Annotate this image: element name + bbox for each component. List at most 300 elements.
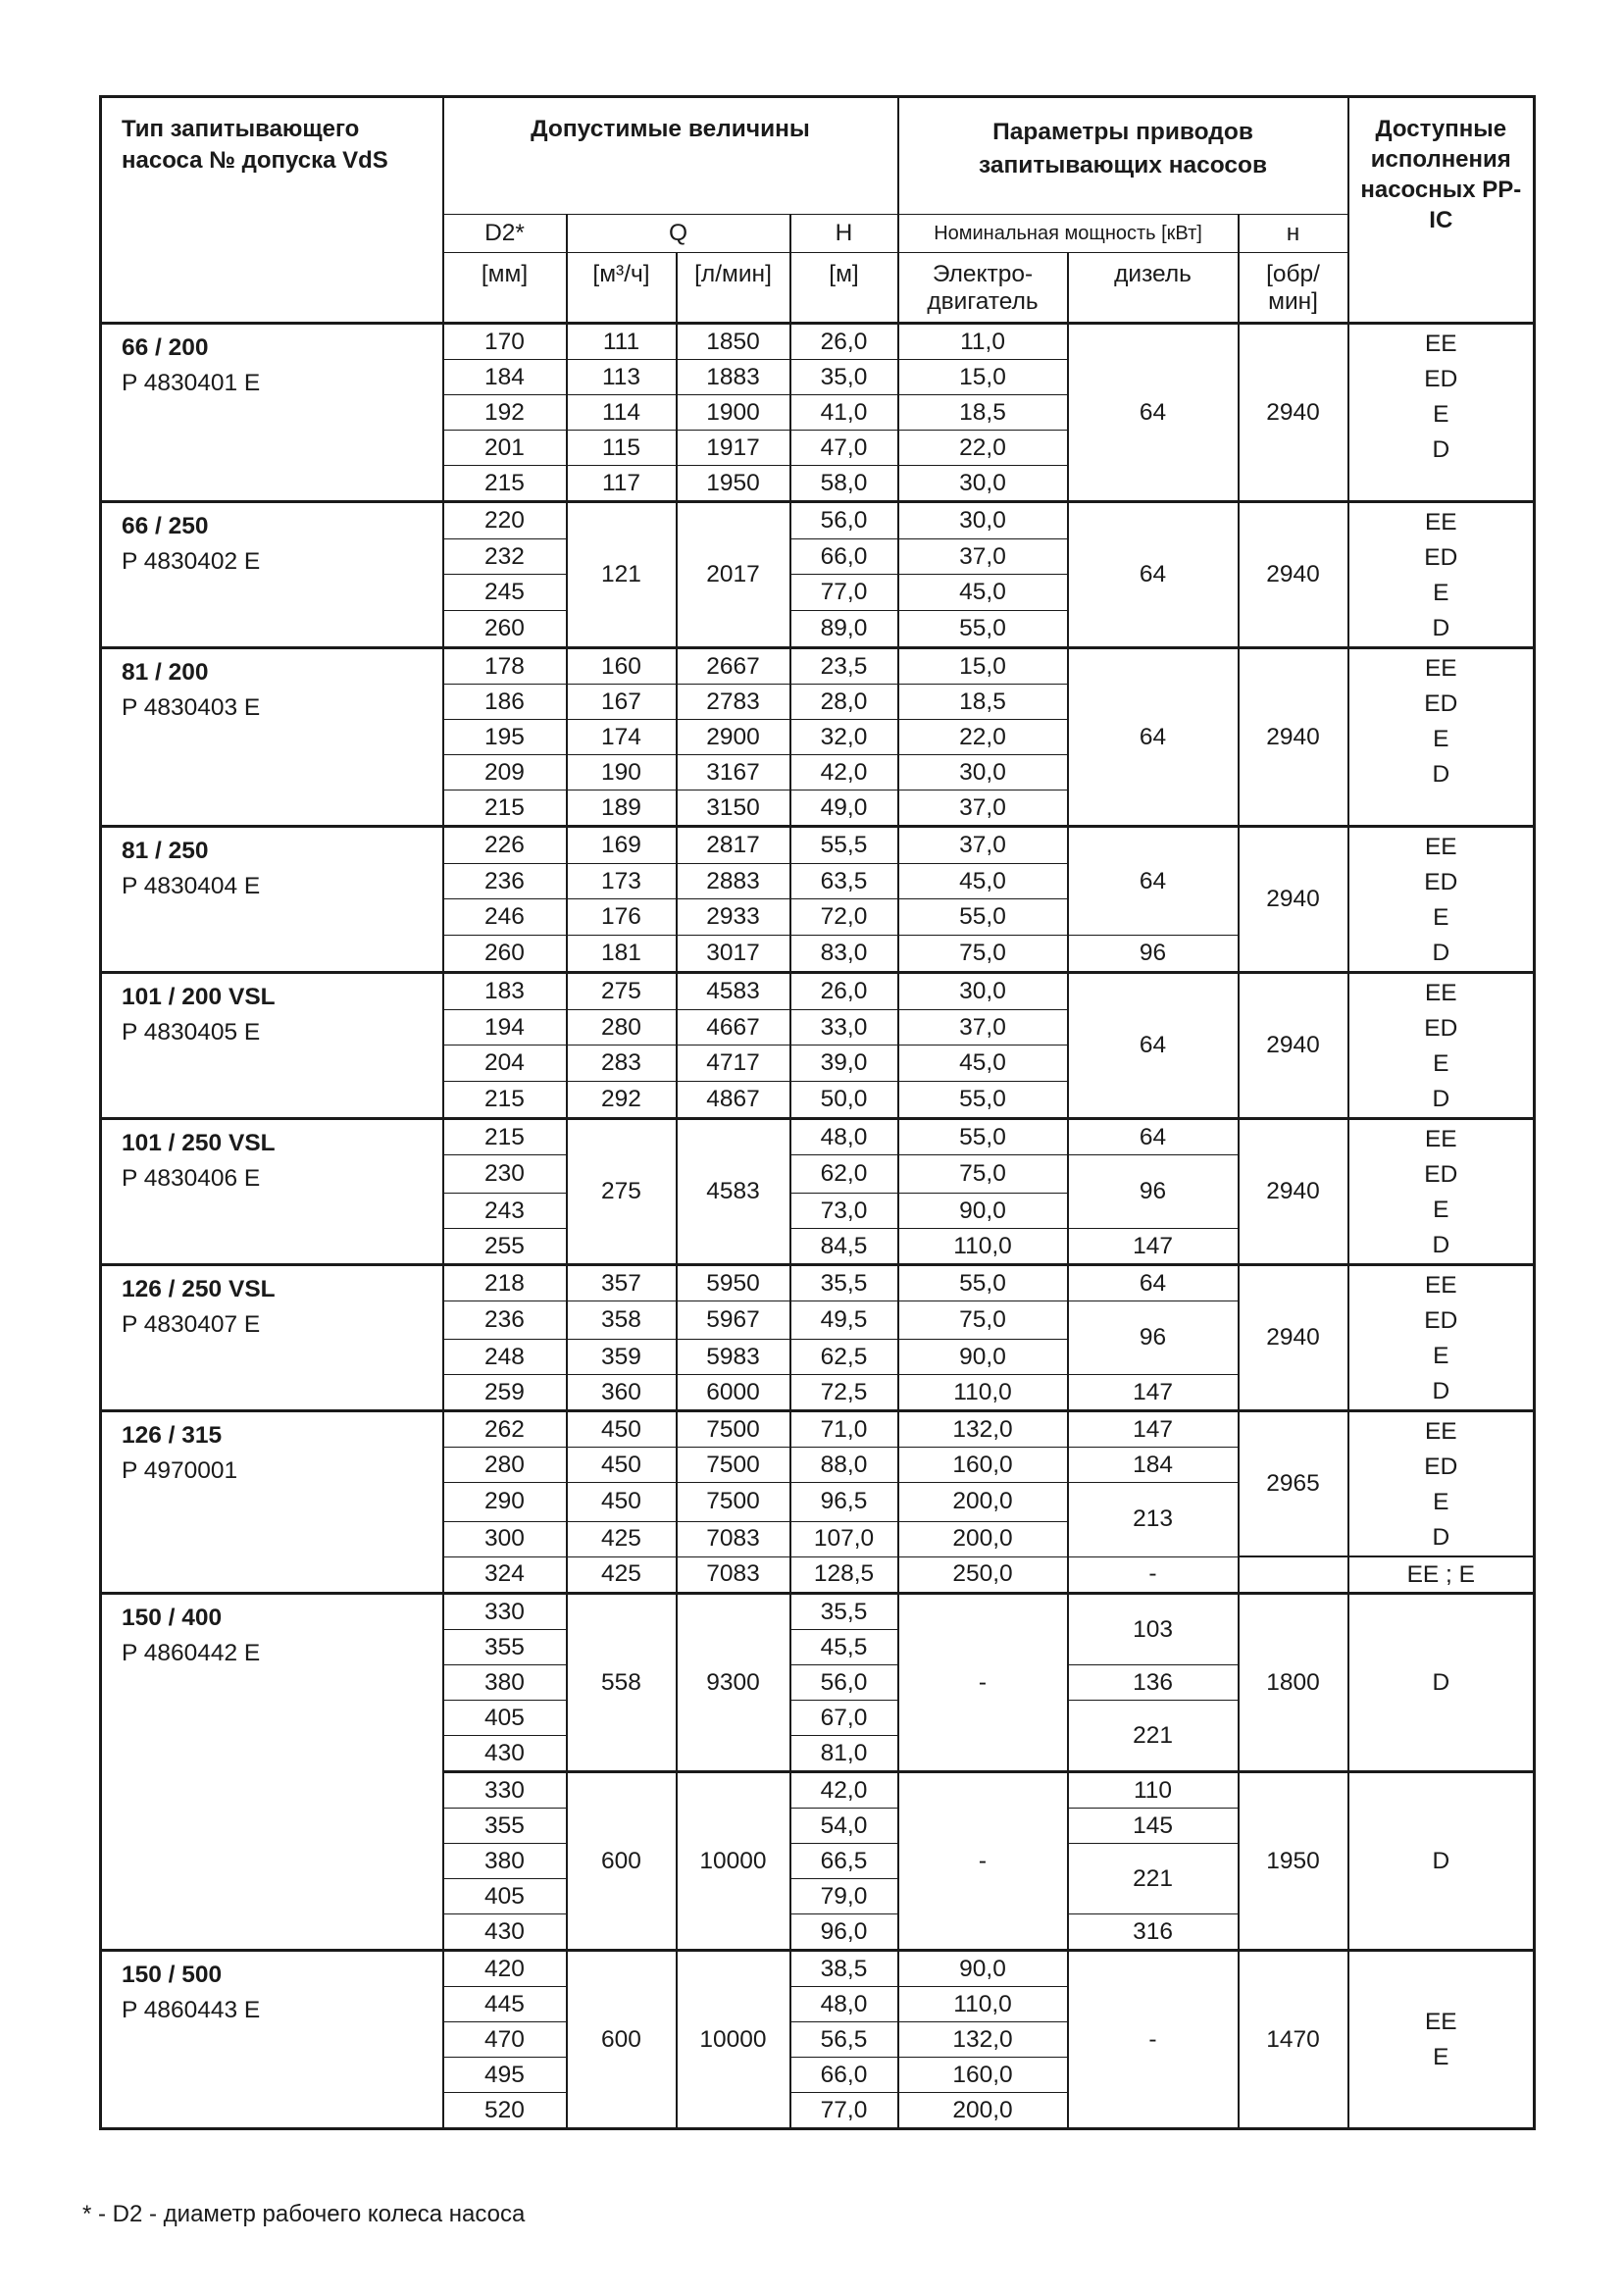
h-cell: 79,0 (790, 1879, 898, 1914)
electric-cell: 75,0 (898, 936, 1068, 973)
header-q: Q (567, 215, 790, 253)
electric-cell: 110,0 (898, 1375, 1068, 1411)
diesel-cell: 64 (1068, 502, 1239, 648)
d2-cell: 470 (443, 2022, 567, 2058)
ql-cell: 10000 (677, 1951, 790, 2129)
header-nominal-power: Номинальная мощность [кВт] (898, 215, 1239, 253)
q-cell: 558 (567, 1594, 677, 1772)
h-cell: 39,0 (790, 1046, 898, 1082)
table-row (101, 648, 1535, 685)
d2-cell: 215 (443, 466, 567, 502)
q-cell: 113 (567, 360, 677, 395)
table-row (101, 1119, 1535, 1155)
electric-cell: 11,0 (898, 324, 1068, 360)
ql-cell: 2783 (677, 685, 790, 720)
d2-cell: 324 (443, 1556, 567, 1594)
d2-cell: 430 (443, 1914, 567, 1951)
group-150-500 (101, 1951, 1535, 2129)
q-cell: 111 (567, 324, 677, 360)
h-cell: 47,0 (790, 431, 898, 466)
electric-cell: - (898, 1594, 1068, 1772)
header-drive-params: Параметры приводов запитывающих насосов (898, 97, 1348, 215)
d2-cell: 226 (443, 827, 567, 864)
electric-cell: 45,0 (898, 863, 1068, 899)
ql-cell: 4583 (677, 973, 790, 1010)
h-cell: 66,0 (790, 2058, 898, 2093)
diesel-cell: 136 (1068, 1665, 1239, 1701)
d2-cell: 195 (443, 720, 567, 755)
pump-approval-code: P 4860443 E (122, 1997, 261, 2023)
table-header (101, 97, 1535, 324)
q-cell: 280 (567, 1009, 677, 1046)
q-cell: 169 (567, 827, 677, 864)
pump-type-name: 81 / 200 (122, 659, 209, 686)
ql-cell: 7500 (677, 1411, 790, 1448)
table-row (101, 827, 1535, 864)
electric-cell: 37,0 (898, 790, 1068, 827)
unit-rpm: [обр/ мин] (1239, 253, 1348, 324)
electric-cell: 18,5 (898, 685, 1068, 720)
electric-cell: 22,0 (898, 720, 1068, 755)
electric-cell: 200,0 (898, 1521, 1068, 1556)
ql-cell: 2667 (677, 648, 790, 685)
h-cell: 48,0 (790, 1119, 898, 1155)
pump-type-name: 81 / 250 (122, 838, 209, 864)
electric-cell: 75,0 (898, 1301, 1068, 1340)
group-150-400 (101, 1594, 1535, 1951)
d2-cell: 232 (443, 538, 567, 575)
h-cell: 89,0 (790, 611, 898, 648)
d2-cell: 260 (443, 936, 567, 973)
h-cell: 26,0 (790, 973, 898, 1010)
rpm-cell: 2940 (1239, 827, 1348, 973)
rpm-cell: 1950 (1239, 1772, 1348, 1951)
electric-cell: 18,5 (898, 395, 1068, 431)
rpm-cell: 2940 (1239, 1265, 1348, 1411)
diesel-cell: 96 (1068, 1301, 1239, 1375)
h-cell: 41,0 (790, 395, 898, 431)
h-cell: 77,0 (790, 2093, 898, 2129)
q-cell: 160 (567, 648, 677, 685)
electric-cell: 45,0 (898, 1046, 1068, 1082)
electric-cell: 37,0 (898, 538, 1068, 575)
d2-cell: 183 (443, 973, 567, 1010)
q-cell: 173 (567, 863, 677, 899)
h-cell: 32,0 (790, 720, 898, 755)
pump-type-cell (101, 827, 443, 973)
unit-mm: [мм] (443, 253, 567, 324)
d2-cell: 495 (443, 2058, 567, 2093)
table-row (101, 502, 1535, 539)
h-cell: 84,5 (790, 1229, 898, 1265)
table-row (101, 1951, 1535, 1987)
table-row (101, 1265, 1535, 1301)
versions-cell: EE ED E D (1348, 324, 1535, 502)
diesel-cell: 147 (1068, 1375, 1239, 1411)
d2-cell: 355 (443, 1630, 567, 1665)
d2-cell: 204 (443, 1046, 567, 1082)
header-available-versions: Доступные исполнения насосных PP-IC (1348, 97, 1535, 324)
h-cell: 35,0 (790, 360, 898, 395)
ql-cell: 4867 (677, 1082, 790, 1119)
versions-cell: D (1348, 1594, 1535, 1772)
unit-m: [м] (790, 253, 898, 324)
d2-cell: 170 (443, 324, 567, 360)
group-66-250 (101, 502, 1535, 648)
group-126-250-vsl (101, 1265, 1535, 1411)
pump-type-cell (101, 1265, 443, 1411)
group-66-200 (101, 324, 1535, 502)
h-cell: 35,5 (790, 1265, 898, 1301)
ql-cell: 7083 (677, 1556, 790, 1594)
electric-cell: 132,0 (898, 1411, 1068, 1448)
q-cell: 190 (567, 755, 677, 790)
electric-cell: 55,0 (898, 611, 1068, 648)
electric-cell: 90,0 (898, 1340, 1068, 1375)
diesel-cell: 147 (1068, 1411, 1239, 1448)
d2-cell: 246 (443, 899, 567, 936)
h-cell: 49,5 (790, 1301, 898, 1340)
pump-approval-code: P 4830402 E (122, 548, 261, 575)
d2-cell: 201 (443, 431, 567, 466)
q-cell: 117 (567, 466, 677, 502)
diesel-cell: 147 (1068, 1229, 1239, 1265)
d2-cell: 255 (443, 1229, 567, 1265)
ql-cell: 2900 (677, 720, 790, 755)
ql-cell: 5950 (677, 1265, 790, 1301)
q-cell: 600 (567, 1951, 677, 2129)
pump-approval-code: P 4830407 E (122, 1311, 261, 1338)
h-cell: 23,5 (790, 648, 898, 685)
diesel-cell: 64 (1068, 1265, 1239, 1301)
d2-cell: 178 (443, 648, 567, 685)
electric-cell: 37,0 (898, 827, 1068, 864)
d2-cell: 215 (443, 790, 567, 827)
ql-cell: 1917 (677, 431, 790, 466)
versions-cell: EE ED E D (1348, 648, 1535, 827)
pump-type-cell (101, 502, 443, 648)
pump-approval-code: P 4830401 E (122, 370, 261, 396)
header-allowed-values: Допустимые величины (443, 97, 898, 215)
ql-cell: 5983 (677, 1340, 790, 1375)
d2-cell: 218 (443, 1265, 567, 1301)
d2-cell: 259 (443, 1375, 567, 1411)
diesel-cell: 110 (1068, 1772, 1239, 1809)
d2-cell: 194 (443, 1009, 567, 1046)
ql-cell: 1850 (677, 324, 790, 360)
diesel-cell: 96 (1068, 1155, 1239, 1229)
h-cell: 66,5 (790, 1844, 898, 1879)
h-cell: 72,0 (790, 899, 898, 936)
h-cell: 42,0 (790, 755, 898, 790)
h-cell: 55,5 (790, 827, 898, 864)
diesel-cell: 221 (1068, 1844, 1239, 1914)
diesel-cell: - (1068, 1951, 1239, 2129)
group-101-250-vsl (101, 1119, 1535, 1265)
unit-diesel: дизель (1068, 253, 1239, 324)
q-cell: 450 (567, 1448, 677, 1483)
header-n: н (1239, 215, 1348, 253)
table-row (101, 1411, 1535, 1448)
q-cell: 425 (567, 1521, 677, 1556)
ql-cell: 4717 (677, 1046, 790, 1082)
pump-approval-code: P 4970001 (122, 1457, 238, 1484)
pump-type-cell (101, 1119, 443, 1265)
q-cell: 358 (567, 1301, 677, 1340)
versions-cell: EE ED E D (1348, 973, 1535, 1119)
unit-lmin: [л/мин] (677, 253, 790, 324)
electric-cell: 90,0 (898, 1194, 1068, 1229)
versions-cell: EE E (1348, 1951, 1535, 2129)
versions-cell: D (1348, 1772, 1535, 1951)
d2-cell: 236 (443, 1301, 567, 1340)
d2-cell: 445 (443, 1987, 567, 2022)
h-cell: 26,0 (790, 324, 898, 360)
q-cell: 360 (567, 1375, 677, 1411)
d2-cell: 186 (443, 685, 567, 720)
ql-cell: 1883 (677, 360, 790, 395)
diesel-cell: 96 (1068, 936, 1239, 973)
d2-cell: 420 (443, 1951, 567, 1987)
electric-cell: 200,0 (898, 2093, 1068, 2129)
d2-cell: 245 (443, 575, 567, 611)
diesel-cell: 64 (1068, 324, 1239, 502)
pump-type-name: 66 / 200 (122, 334, 209, 361)
d2-cell: 220 (443, 502, 567, 539)
q-cell: 450 (567, 1483, 677, 1522)
diesel-cell: 64 (1068, 973, 1239, 1119)
electric-cell: 30,0 (898, 755, 1068, 790)
d2-cell: 405 (443, 1701, 567, 1736)
q-cell: 115 (567, 431, 677, 466)
ql-cell: 7500 (677, 1448, 790, 1483)
pump-type-name: 126 / 315 (122, 1422, 223, 1449)
pump-type-cell (101, 1594, 443, 1951)
electric-cell: 55,0 (898, 899, 1068, 936)
group-81-200 (101, 648, 1535, 827)
d2-cell: 215 (443, 1119, 567, 1155)
d2-cell: 330 (443, 1594, 567, 1630)
versions-cell: EE ED E D (1348, 1265, 1535, 1411)
h-cell: 49,0 (790, 790, 898, 827)
pump-type-name: 101 / 200 VSL (122, 984, 276, 1010)
pump-table-sheet (99, 95, 1533, 2130)
ql-cell: 2933 (677, 899, 790, 936)
d2-cell: 380 (443, 1844, 567, 1879)
rpm-cell: 2940 (1239, 1119, 1348, 1265)
electric-cell: 30,0 (898, 973, 1068, 1010)
q-cell: 189 (567, 790, 677, 827)
pump-type-cell (101, 1411, 443, 1594)
versions-cell: EE ED E D (1348, 502, 1535, 648)
h-cell: 73,0 (790, 1194, 898, 1229)
footnote: * - D2 - диаметр рабочего колеса насоса (82, 2201, 526, 2227)
ql-cell: 2017 (677, 502, 790, 648)
pump-type-cell (101, 648, 443, 827)
h-cell: 42,0 (790, 1772, 898, 1809)
d2-cell: 192 (443, 395, 567, 431)
pump-type-cell (101, 1951, 443, 2129)
diesel-cell: - (1068, 1556, 1239, 1594)
q-cell: 283 (567, 1046, 677, 1082)
electric-cell: 55,0 (898, 1265, 1068, 1301)
group-126-315 (101, 1411, 1535, 1594)
q-cell: 292 (567, 1082, 677, 1119)
unit-m3h: [м³/ч] (567, 253, 677, 324)
ql-cell: 4667 (677, 1009, 790, 1046)
ql-cell: 3150 (677, 790, 790, 827)
ql-cell: 1900 (677, 395, 790, 431)
electric-cell: 15,0 (898, 360, 1068, 395)
h-cell: 83,0 (790, 936, 898, 973)
pump-type-cell (101, 324, 443, 502)
versions-cell: EE ED E D (1348, 1119, 1535, 1265)
header-pump-type: Тип запитывающего насоса № допуска VdS (101, 97, 443, 324)
pump-type-name: 126 / 250 VSL (122, 1276, 276, 1302)
rpm-cell: 2940 (1239, 324, 1348, 502)
h-cell: 28,0 (790, 685, 898, 720)
electric-cell: 90,0 (898, 1951, 1068, 1987)
d2-cell: 262 (443, 1411, 567, 1448)
q-cell: 425 (567, 1556, 677, 1594)
ql-cell: 3017 (677, 936, 790, 973)
h-cell: 56,5 (790, 2022, 898, 2058)
electric-cell: 75,0 (898, 1155, 1068, 1194)
pump-specification-table (99, 95, 1536, 2130)
d2-cell: 184 (443, 360, 567, 395)
h-cell: 77,0 (790, 575, 898, 611)
electric-cell: 15,0 (898, 648, 1068, 685)
diesel-cell: 64 (1068, 1119, 1239, 1155)
h-cell: 35,5 (790, 1594, 898, 1630)
h-cell: 128,5 (790, 1556, 898, 1594)
ql-cell: 3167 (677, 755, 790, 790)
q-cell: 176 (567, 899, 677, 936)
electric-cell: 30,0 (898, 502, 1068, 539)
header-d2: D2* (443, 215, 567, 253)
q-cell: 181 (567, 936, 677, 973)
diesel-cell: 184 (1068, 1448, 1239, 1483)
h-cell: 62,0 (790, 1155, 898, 1194)
ql-cell: 10000 (677, 1772, 790, 1951)
rpm-cell: 1470 (1239, 1951, 1348, 2129)
ql-cell: 6000 (677, 1375, 790, 1411)
ql-cell: 2817 (677, 827, 790, 864)
h-cell: 56,0 (790, 502, 898, 539)
electric-cell: 132,0 (898, 2022, 1068, 2058)
table-row (101, 1594, 1535, 1630)
rpm-cell: 2940 (1239, 502, 1348, 648)
d2-cell: 430 (443, 1736, 567, 1772)
electric-cell: - (898, 1772, 1068, 1951)
d2-cell: 260 (443, 611, 567, 648)
electric-cell: 45,0 (898, 575, 1068, 611)
h-cell: 33,0 (790, 1009, 898, 1046)
group-81-250 (101, 827, 1535, 973)
q-cell: 114 (567, 395, 677, 431)
rpm-cell: 1800 (1239, 1594, 1348, 1772)
q-cell: 450 (567, 1411, 677, 1448)
d2-cell: 520 (443, 2093, 567, 2129)
q-cell: 600 (567, 1772, 677, 1951)
pump-type-cell (101, 973, 443, 1119)
table-row (101, 324, 1535, 360)
electric-cell: 160,0 (898, 1448, 1068, 1483)
d2-cell: 243 (443, 1194, 567, 1229)
h-cell: 63,5 (790, 863, 898, 899)
electric-cell: 200,0 (898, 1483, 1068, 1522)
pump-approval-code: P 4830405 E (122, 1019, 261, 1046)
electric-cell: 55,0 (898, 1082, 1068, 1119)
diesel-cell: 64 (1068, 827, 1239, 936)
header-h: H (790, 215, 898, 253)
table-row (101, 973, 1535, 1010)
rpm-cell: 2965 (1239, 1411, 1348, 1557)
h-cell: 62,5 (790, 1340, 898, 1375)
group-101-200-vsl (101, 973, 1535, 1119)
ql-cell: 5967 (677, 1301, 790, 1340)
d2-cell: 380 (443, 1665, 567, 1701)
d2-cell: 248 (443, 1340, 567, 1375)
electric-cell: 30,0 (898, 466, 1068, 502)
d2-cell: 300 (443, 1521, 567, 1556)
q-cell: 174 (567, 720, 677, 755)
rpm-cell: 2940 (1239, 973, 1348, 1119)
q-cell: 357 (567, 1265, 677, 1301)
d2-cell: 290 (443, 1483, 567, 1522)
h-cell: 54,0 (790, 1809, 898, 1844)
ql-cell: 4583 (677, 1119, 790, 1265)
h-cell: 81,0 (790, 1736, 898, 1772)
h-cell: 71,0 (790, 1411, 898, 1448)
q-cell: 121 (567, 502, 677, 648)
d2-cell: 355 (443, 1809, 567, 1844)
pump-type-name: 101 / 250 VSL (122, 1130, 276, 1156)
q-cell: 275 (567, 1119, 677, 1265)
h-cell: 45,5 (790, 1630, 898, 1665)
diesel-cell: 221 (1068, 1701, 1239, 1772)
diesel-cell: 145 (1068, 1809, 1239, 1844)
diesel-cell: 103 (1068, 1594, 1239, 1665)
pump-approval-code: P 4830404 E (122, 873, 261, 899)
electric-cell: 110,0 (898, 1987, 1068, 2022)
d2-cell: 405 (443, 1879, 567, 1914)
ql-cell: 9300 (677, 1594, 790, 1772)
versions-cell: EE ED E D (1348, 1411, 1535, 1557)
h-cell: 50,0 (790, 1082, 898, 1119)
d2-cell: 280 (443, 1448, 567, 1483)
h-cell: 96,0 (790, 1914, 898, 1951)
h-cell: 56,0 (790, 1665, 898, 1701)
d2-cell: 215 (443, 1082, 567, 1119)
h-cell: 67,0 (790, 1701, 898, 1736)
q-cell: 275 (567, 973, 677, 1010)
h-cell: 58,0 (790, 466, 898, 502)
h-cell: 88,0 (790, 1448, 898, 1483)
pump-type-name: 66 / 250 (122, 513, 209, 539)
q-cell: 359 (567, 1340, 677, 1375)
q-cell: 167 (567, 685, 677, 720)
electric-cell: 110,0 (898, 1229, 1068, 1265)
h-cell: 72,5 (790, 1375, 898, 1411)
electric-cell: 37,0 (898, 1009, 1068, 1046)
diesel-cell: 64 (1068, 648, 1239, 827)
h-cell: 66,0 (790, 538, 898, 575)
h-cell: 48,0 (790, 1987, 898, 2022)
pump-approval-code: P 4830403 E (122, 694, 261, 721)
ql-cell: 1950 (677, 466, 790, 502)
diesel-cell: 213 (1068, 1483, 1239, 1557)
